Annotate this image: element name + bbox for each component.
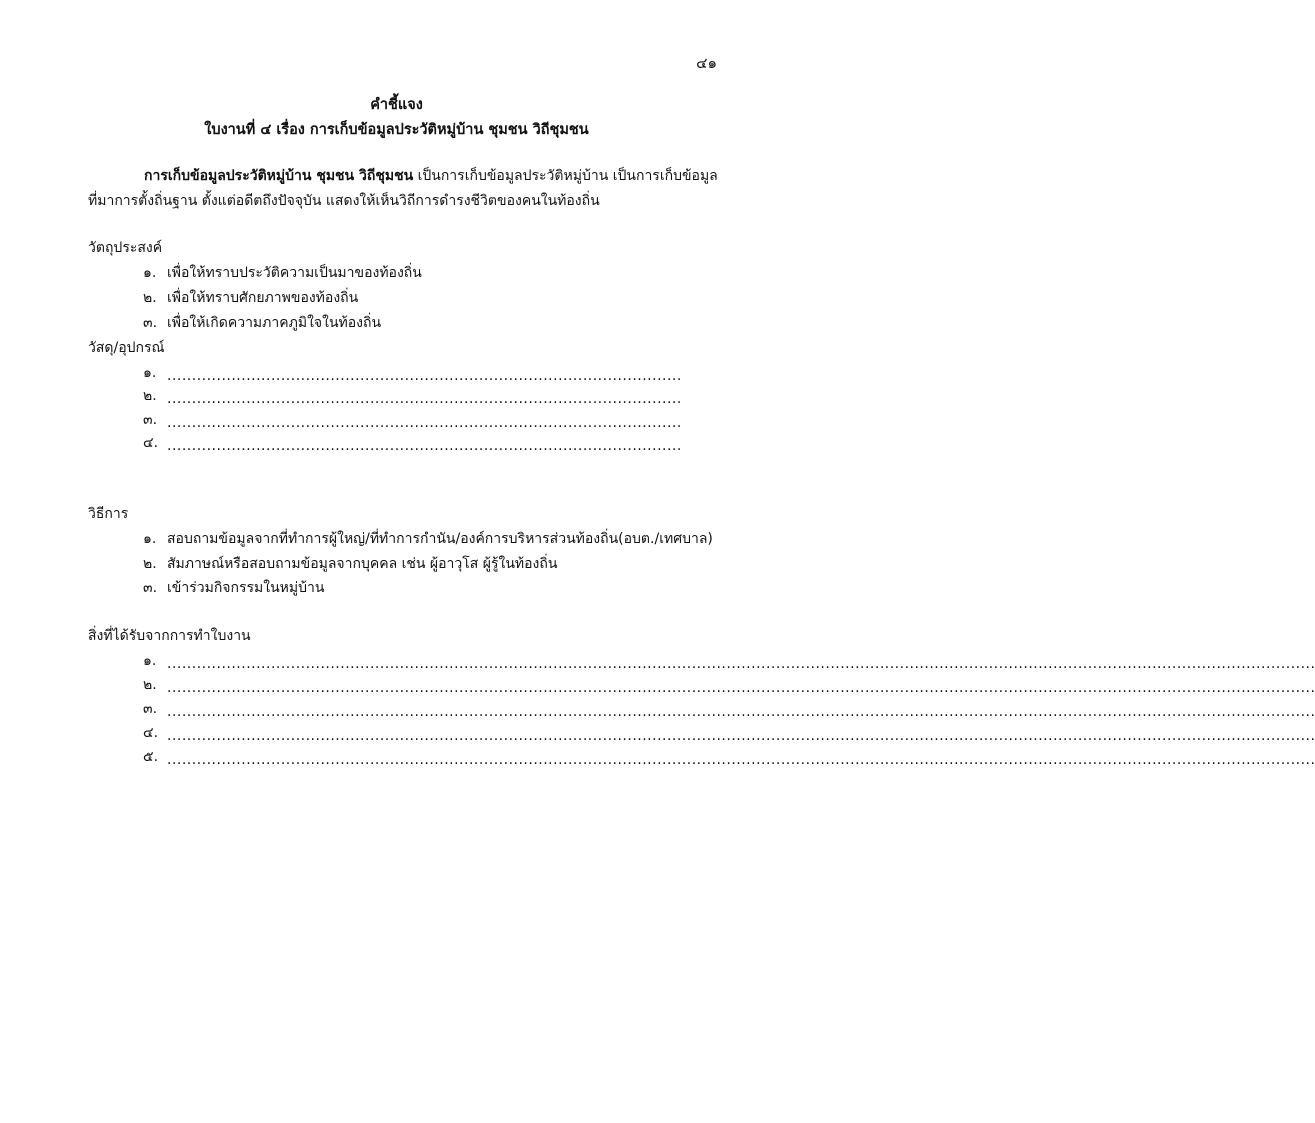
result-number: ๑.	[143, 653, 157, 669]
result-fill-line[interactable]	[143, 650, 1315, 672]
method-text: สอบถามข้อมูลจากที่ทำการผู้ใหญ่/ที่ทำการกำนัน/องค์การบริหารส่วนท้องถิ่น(อบต./เทศบาล)	[167, 531, 713, 547]
objective-text: เพื่อให้เกิดความภาคภูมิใจในท้องถิ่น	[167, 315, 382, 331]
intro-paragraph	[88, 164, 718, 214]
material-number: ๔.	[143, 435, 159, 451]
results-heading: สิ่งที่ได้รับจากการทำใบงาน	[88, 628, 251, 644]
dotted-blank[interactable]: ........................................................................................................	[167, 391, 682, 407]
result-number: ๕.	[143, 749, 159, 765]
objective-item	[143, 262, 422, 284]
intro-line-1-rest: เป็นการเก็บข้อมูลประวัติหมู่บ้าน เป็นการเก็บข้อมูล	[413, 168, 718, 184]
method-number: ๑.	[143, 531, 157, 547]
dotted-blank[interactable]: ........................................................................................................................................................................................................................................	[167, 680, 1315, 696]
objective-text: เพื่อให้ทราบศักยภาพของท้องถิ่น	[167, 290, 359, 306]
document-title: คำชี้แจง	[370, 97, 423, 113]
result-fill-line[interactable]	[143, 674, 1315, 696]
material-fill-line[interactable]	[143, 385, 682, 407]
result-number: ๔.	[143, 725, 159, 741]
dotted-blank[interactable]: ........................................................................................................................................................................................................................................	[167, 704, 1315, 720]
intro-line-2: ที่มาการตั้งถิ่นฐาน ตั้งแต่อดีตถึงปัจจุบัน แสดงให้เห็นวิถีการดำรงชีวิตของคนในท้องถิ่น	[88, 193, 600, 209]
objective-item	[143, 312, 381, 334]
dotted-blank[interactable]: ........................................................................................................	[167, 415, 682, 431]
method-item	[143, 528, 713, 550]
material-fill-line[interactable]	[143, 432, 682, 454]
material-number: ๒.	[143, 388, 157, 404]
material-number: ๓.	[143, 412, 158, 428]
method-text: เข้าร่วมกิจกรรมในหมู่บ้าน	[167, 580, 325, 596]
objectives-heading: วัตถุประสงค์	[88, 240, 163, 256]
methods-heading: วิธีการ	[88, 506, 129, 522]
result-fill-line[interactable]	[143, 698, 1315, 720]
result-number: ๓.	[143, 701, 158, 717]
worksheet-subtitle: ใบงานที่ ๔ เรื่อง การเก็บข้อมูลประวัติหมู่บ้าน ชุมชน วิถีชุมชน	[204, 122, 589, 138]
dotted-blank[interactable]: ........................................................................................................	[167, 368, 682, 384]
method-number: ๓.	[143, 580, 158, 596]
material-fill-line[interactable]	[143, 362, 682, 384]
result-fill-line[interactable]	[143, 722, 1315, 744]
dotted-blank[interactable]: ........................................................................................................................................................................................................................................	[167, 656, 1315, 672]
materials-heading: วัสดุ/อุปกรณ์	[88, 340, 165, 356]
dotted-blank[interactable]: ........................................................................................................	[167, 438, 682, 454]
page-number: ๔๑	[696, 54, 717, 72]
result-number: ๒.	[143, 677, 157, 693]
dotted-blank[interactable]: ........................................................................................................................................................................................................................................	[167, 728, 1315, 744]
result-fill-line[interactable]	[143, 746, 1315, 768]
material-fill-line[interactable]	[143, 409, 682, 431]
objective-number: ๒.	[143, 290, 157, 306]
method-text: สัมภาษณ์หรือสอบถามข้อมูลจากบุคคล เช่น ผู้อาวุโส ผู้รู้ในท้องถิ่น	[167, 556, 558, 572]
material-number: ๑.	[143, 365, 157, 381]
dotted-blank[interactable]: ........................................................................................................................................................................................................................................	[167, 752, 1315, 768]
intro-lead: การเก็บข้อมูลประวัติหมู่บ้าน ชุมชน วิถีชุมชน	[144, 168, 414, 184]
method-item	[143, 553, 557, 575]
method-item	[143, 577, 324, 599]
objective-text: เพื่อให้ทราบประวัติความเป็นมาของท้องถิ่น	[167, 265, 422, 281]
objective-number: ๓.	[143, 315, 158, 331]
objective-number: ๑.	[143, 265, 157, 281]
method-number: ๒.	[143, 556, 157, 572]
intro-line-1	[88, 164, 718, 189]
objective-item	[143, 287, 358, 309]
